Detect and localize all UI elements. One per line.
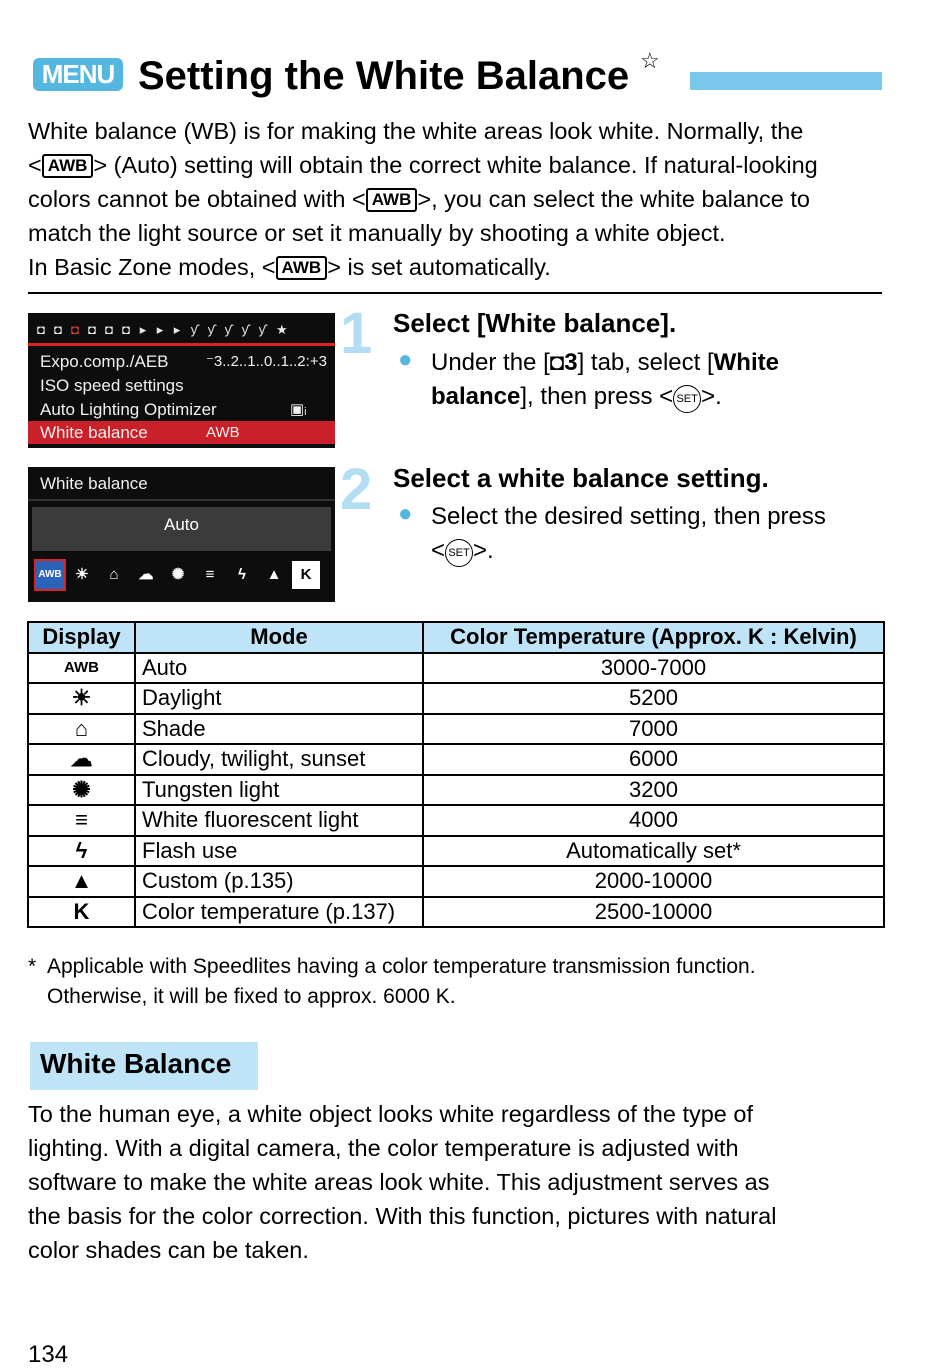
intro-line: In Basic Zone modes, < AWB > is set automatically. xyxy=(28,254,551,280)
section-divider xyxy=(28,292,882,294)
temperature-cell: 3000-7000 xyxy=(423,653,884,684)
shooting-tab-icon: ◘ xyxy=(37,322,45,337)
menu-tab-row xyxy=(34,319,288,343)
table-row xyxy=(28,897,884,928)
step-title: Select a white balance setting. xyxy=(393,463,769,493)
page-number: 134 xyxy=(28,1341,69,1368)
table-row xyxy=(28,653,884,684)
mode-cell: Tungsten light xyxy=(135,775,423,806)
menu-item-white-balance: White balance AWB xyxy=(28,421,335,444)
white-balance-explanation: To the human eye, a white object looks white regardless of the type of lighting. With a digital camera, the color temperature is adjusted with software to make the white areas look white. This adjustment serves as the basis for the color correction. With this function, pictures with natural color shades can be taken. xyxy=(28,1101,777,1263)
title-accent-bar xyxy=(690,72,882,90)
fluorescent-icon: ≡ xyxy=(205,566,215,583)
custom-wb-icon: ▲ xyxy=(28,866,135,897)
custom-wb-icon: ▲ xyxy=(266,566,282,583)
shade-icon: ⌂ xyxy=(28,714,135,745)
custom-tab-icon: ƴ xyxy=(258,322,266,337)
step-title: Select [White balance]. xyxy=(393,308,677,338)
setup-tab-icon: ƴ xyxy=(241,322,249,337)
temperature-cell: Automatically set* xyxy=(423,836,884,867)
color-temp-icon: K xyxy=(292,561,320,589)
flash-icon: ϟ xyxy=(28,836,135,867)
intro-line: White balance (WB) is for making the white areas look white. Normally, the xyxy=(28,118,804,144)
shooting-tab-icon: ◘ xyxy=(54,322,62,337)
setup-tab-icon: ƴ xyxy=(207,322,215,337)
shooting-tab-3-icon: ◘3 xyxy=(549,349,578,376)
column-header: Mode xyxy=(135,622,423,653)
shooting-tab-icon-active: ◘ xyxy=(71,322,79,337)
temperature-cell: 2000-10000 xyxy=(423,866,884,897)
mode-cell: White fluorescent light xyxy=(135,805,423,836)
shooting-tab-icon: ◘ xyxy=(88,322,96,337)
tungsten-icon: ✺ xyxy=(28,775,135,806)
wb-screen-title: White balance xyxy=(40,474,148,493)
set-button-icon: SET xyxy=(673,385,701,413)
wb-screen-divider xyxy=(28,499,335,501)
cloudy-icon: ☁ xyxy=(28,744,135,775)
tungsten-icon: ✺ xyxy=(171,566,185,583)
playback-tab-icon: ▸ xyxy=(156,322,164,337)
wb-selection-screenshot xyxy=(28,467,335,602)
awb-icon: AWB xyxy=(366,188,418,212)
shade-icon: ⌂ xyxy=(109,566,119,583)
shooting-tab-icon: ◘ xyxy=(105,322,113,337)
table-row xyxy=(28,866,884,897)
setup-tab-icon: ƴ xyxy=(190,322,198,337)
mode-cell: Shade xyxy=(135,714,423,745)
mode-cell: Custom (p.135) xyxy=(135,866,423,897)
mode-cell: Daylight xyxy=(135,683,423,714)
mode-cell: Color temperature (p.137) xyxy=(135,897,423,928)
wb-auto-icon: AWB xyxy=(36,561,64,589)
intro-line: match the light source or set it manually by shooting a white object. xyxy=(28,220,726,246)
step-instructions: Under the [◘3] tab, select [White balance], then press < SET >. xyxy=(431,346,881,414)
temperature-cell: 5200 xyxy=(423,683,884,714)
mymenu-star-icon: ★ xyxy=(276,322,288,337)
intro-line: colors cannot be obtained with < AWB >, you can select the white balance to xyxy=(28,186,810,212)
camera-menu-screenshot xyxy=(28,313,335,448)
temperature-cell: 3200 xyxy=(423,775,884,806)
table-header-row xyxy=(28,622,884,653)
menu-item-auto-lighting: Auto Lighting Optimizer ▣ᵢ xyxy=(40,400,307,419)
step-instructions: Select the desired setting, then press < SET >. xyxy=(431,500,881,568)
bullet-icon: ● xyxy=(398,500,413,527)
awb-icon: AWB xyxy=(276,256,328,280)
tab-underline xyxy=(28,343,335,346)
footnote: Applicable with Speedlites having a color temperature transmission function. Otherwise, it will be fixed to approx. 6000 K. xyxy=(47,955,756,1008)
playback-tab-icon: ▸ xyxy=(139,322,147,337)
step-number: 2 xyxy=(340,457,373,522)
flash-icon: ϟ xyxy=(238,566,246,583)
temperature-cell: 4000 xyxy=(423,805,884,836)
fluorescent-icon: ≡ xyxy=(28,805,135,836)
mode-cell: Auto xyxy=(135,653,423,684)
set-button-icon: SET xyxy=(445,539,473,567)
table-row xyxy=(28,744,884,775)
wb-auto-icon: AWB xyxy=(28,653,135,684)
table-row xyxy=(28,775,884,806)
wb-icon-row xyxy=(36,561,320,589)
table-row xyxy=(28,805,884,836)
table-row xyxy=(28,714,884,745)
column-header: Color Temperature (Approx. K : Kelvin) xyxy=(423,622,884,653)
page-title: Setting the White Balance xyxy=(138,54,630,98)
menu-item-expo-comp: Expo.comp./AEB ⁻3..2..1..0..1..2:+3 xyxy=(40,352,327,371)
wb-current-setting: Auto xyxy=(32,507,331,551)
intro-line: < AWB > (Auto) setting will obtain the correct white balance. If natural-looking xyxy=(28,152,818,178)
temperature-cell: 7000 xyxy=(423,714,884,745)
mode-cell: Flash use xyxy=(135,836,423,867)
daylight-icon: ☀ xyxy=(75,566,89,583)
awb-icon: AWB xyxy=(42,154,94,178)
cloudy-icon: ☁ xyxy=(138,566,154,583)
intro-paragraph xyxy=(28,114,898,284)
menu-badge: MENU xyxy=(33,58,123,91)
shooting-tab-icon: ◘ xyxy=(122,322,130,337)
color-temp-icon: K xyxy=(28,897,135,928)
wb-modes-table xyxy=(27,621,885,928)
step-number: 1 xyxy=(340,301,373,366)
daylight-icon: ☀ xyxy=(28,683,135,714)
playback-tab-icon: ▸ xyxy=(173,322,181,337)
table-row xyxy=(28,836,884,867)
footnote-marker: * xyxy=(28,955,37,978)
setup-tab-icon: ƴ xyxy=(224,322,232,337)
temperature-cell: 2500-10000 xyxy=(423,897,884,928)
section-heading: White Balance xyxy=(40,1048,232,1079)
bullet-icon: ● xyxy=(398,346,413,373)
column-header: Display xyxy=(28,622,135,653)
mode-cell: Cloudy, twilight, sunset xyxy=(135,744,423,775)
temperature-cell: 6000 xyxy=(423,744,884,775)
star-icon: ☆ xyxy=(640,48,660,73)
table-row xyxy=(28,683,884,714)
menu-item-iso-speed: ISO speed settings xyxy=(40,376,184,395)
